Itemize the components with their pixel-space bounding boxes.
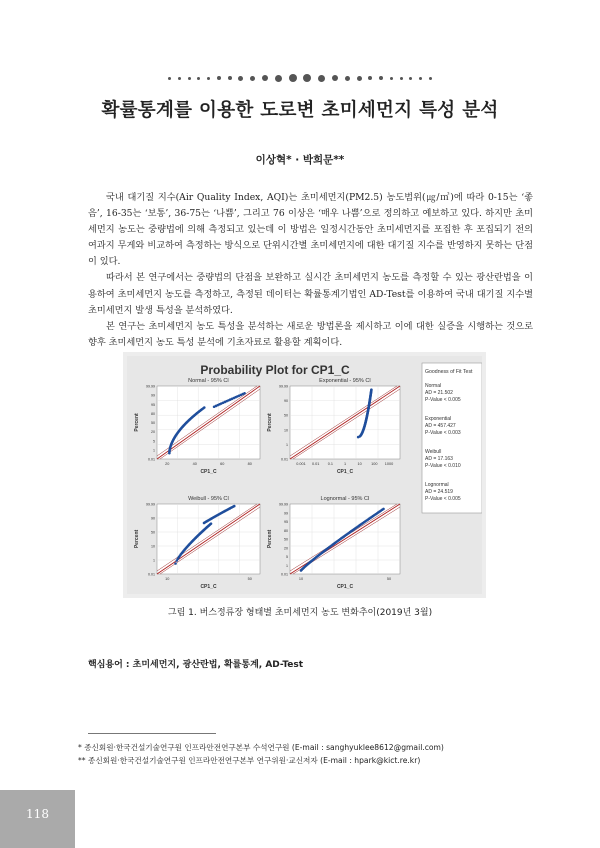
data-point [233,505,236,508]
dot [262,75,268,81]
gof-name: Weibull [425,449,442,455]
plot-panel [134,496,260,590]
decorative-dots [168,71,432,85]
y-tick-label: 0.01 [281,457,288,462]
y-tick-label: 1 [153,448,155,453]
x-tick-label: 80 [247,462,252,466]
x-tick-label: 1000 [384,462,394,466]
y-tick-label: 1 [153,558,155,563]
panel-title: Normal - 95% CI [188,378,229,384]
x-axis-label: CP1_C [200,584,217,590]
gof-ad: AD = 24.519 [425,489,453,495]
dot [188,77,191,80]
data-point [174,562,177,565]
data-point [370,388,373,391]
y-tick-label: 99 [284,511,288,516]
panel-title: Weibull - 95% CI [188,496,229,502]
x-tick-label: 20 [165,462,170,466]
plot-panel [134,378,260,475]
x-tick-label: 50 [386,577,392,581]
y-tick-label: 99.99 [146,502,155,507]
dot [197,77,200,80]
dot [400,77,403,80]
gof-pvalue: P-Value < 0.010 [425,463,461,469]
abstract-body [88,190,533,351]
y-tick-label: 5 [286,555,288,559]
dot [345,76,350,81]
y-tick-label: 99.99 [279,384,288,389]
paragraph: 본 연구는 초미세먼지 농도 특성을 분석하는 새로운 방법론을 제시하고 이에 대한 실증을 시행하는 것으로 향후 초미세먼지 농도 특성 분석에 기초자료로 활용할 계획이다. [88,320,533,348]
dot [178,77,181,80]
y-tick-label: 1 [286,563,288,568]
figure-probability-plot [123,352,486,598]
dot [217,76,221,80]
x-tick-label: 0.001 [296,462,306,466]
y-tick-label: 0.01 [148,572,155,577]
y-tick-label: 50 [284,413,288,418]
dot [409,77,412,80]
dot [207,77,210,80]
y-tick-label: 95 [151,402,155,407]
dot [390,77,393,80]
keywords: 핵심용어 : 초미세먼지, 광산란법, 확률통계, AD-Test [88,660,304,670]
x-tick-label: 40 [192,462,197,466]
y-tick-label: 0.01 [281,572,288,577]
x-tick-label: 100 [371,462,378,466]
x-tick-label: 0.1 [327,462,333,466]
y-tick-label: 99.99 [279,502,288,507]
panel-title: Exponential - 95% CI [319,378,371,384]
y-tick-label: 90 [151,516,155,521]
dot [238,76,243,81]
y-tick-label: 90 [284,399,288,404]
footnotes [78,741,444,767]
dot [275,75,282,82]
dot [250,76,255,81]
y-tick-label: 20 [151,430,155,435]
gof-title: Goodness of Fit Test [425,369,473,375]
data-point [382,508,385,511]
x-tick-label: 1 [343,462,347,466]
data-point [243,392,246,395]
footnote: * 종신회원·한국건설기술연구원 인프라안전연구본부 수석연구원 (E-mail : sanghyuklee8612@gmail.com) [78,743,444,752]
dot [332,75,338,81]
data-point [210,522,213,525]
y-tick-label: 95 [284,520,288,524]
footnote-divider [88,733,216,734]
author-line: 이상혁* · 박희문** [255,154,345,166]
x-tick-label: 10 [298,577,304,581]
x-tick-label: 10 [357,462,362,466]
x-tick-label: 60 [220,462,225,466]
y-tick-label: 50 [151,530,155,535]
x-axis-label: CP1_C [336,469,354,475]
y-tick-label: 50 [151,421,155,425]
paper-title: 확률통계를 이용한 도로변 초미세먼지 특성 분석 [101,100,499,121]
plot-panel [267,378,400,475]
dot [357,76,362,81]
dot [303,74,311,82]
y-tick-label: 80 [151,411,155,416]
x-tick-label: 0.01 [311,462,320,466]
dot [419,77,422,80]
y-axis-label: Percent [267,529,273,549]
figure-frame [127,356,482,594]
y-tick-label: 10 [151,544,155,549]
y-axis-label: Percent [267,413,273,432]
dot [318,75,325,82]
y-tick-label: 50 [284,537,288,542]
panel-title: Lognormal - 95% CI [320,496,370,502]
y-tick-label: 1 [286,442,288,447]
figure-caption: 그림 1. 버스정류장 형태별 초미세먼지 농도 변화추이(2019년 3월) [167,608,433,618]
gof-name: Exponential [425,416,452,422]
dot [289,74,297,82]
x-axis-label: CP1_C [200,469,217,475]
y-tick-label: 0.01 [148,457,155,462]
gof-pvalue: P-Value < 0.005 [425,397,461,403]
gof-name: Normal [425,383,442,389]
gof-ad: AD = 17.163 [425,456,453,462]
y-axis-label: Percent [134,413,140,432]
x-tick-label: 50 [247,577,252,581]
page-number: 118 [26,807,49,821]
figure-title: Probability Plot for CP1_C [200,363,350,377]
x-axis-label: CP1_C [336,584,354,590]
dot [368,76,372,80]
gof-ad: AD = 21.502 [425,390,453,396]
y-tick-label: 80 [284,528,288,533]
x-tick-label: 10 [165,577,170,581]
gof-pvalue: P-Value < 0.005 [425,496,461,502]
gof-name: Lognormal [425,482,449,488]
paragraph: 국내 대기질 지수(Air Quality Index, AQI)는 초미세먼지(PM2.5) 농도범위(㎍/㎥)에 따라 0-15는 ‘좋음’, 16-35는 ‘보통’, 36-75는 ‘나쁨’, 그리고 76 이상은 ‘매우 나쁨’으로 정의하고 예보하고 있다. 하지만 초미세먼지 농도는 중량법에 의해 측정되고 있는데 이 방법은 일정시간동안 초미세먼지를 포집한 후 포집되기 전의 여과지 무게와 비교하여 측정하는 방식으로 단위시간별 초미세먼지에 대한 대기질 지수를 반영하지 못하는 단점이 있다. [88,192,533,268]
footnote: ** 종신회원·한국건설기술연구원 인프라안전연구본부 연구위원·교신저자 (E-mail : hpark@kict.re.kr) [78,756,421,765]
gof-pvalue: P-Value < 0.003 [425,430,461,436]
y-axis-label: Percent [134,529,140,549]
dot [228,76,232,80]
dot [168,77,171,80]
dot [429,77,432,80]
dot [379,76,383,80]
gof-ad: AD = 457.427 [425,423,456,429]
data-point [203,406,206,409]
y-tick-label: 5 [153,439,155,444]
y-tick-label: 20 [284,546,288,551]
y-tick-label: 10 [284,428,288,433]
probability-plot-svg [127,356,482,594]
y-tick-label: 99 [151,393,155,398]
paragraph: 따라서 본 연구에서는 중량법의 단점을 보완하고 실시간 초미세먼지 농도를 측정할 수 있는 광산란법을 이용하여 초미세먼지 농도를 측정하고, 측정된 데이터는 확률통계기법인 AD-Test를 이용하여 국내 대기질 지수별 초미세먼지 발생 특성을 분석하였다. [88,272,533,316]
plot-panel [267,496,400,590]
y-tick-label: 99.99 [146,384,155,389]
